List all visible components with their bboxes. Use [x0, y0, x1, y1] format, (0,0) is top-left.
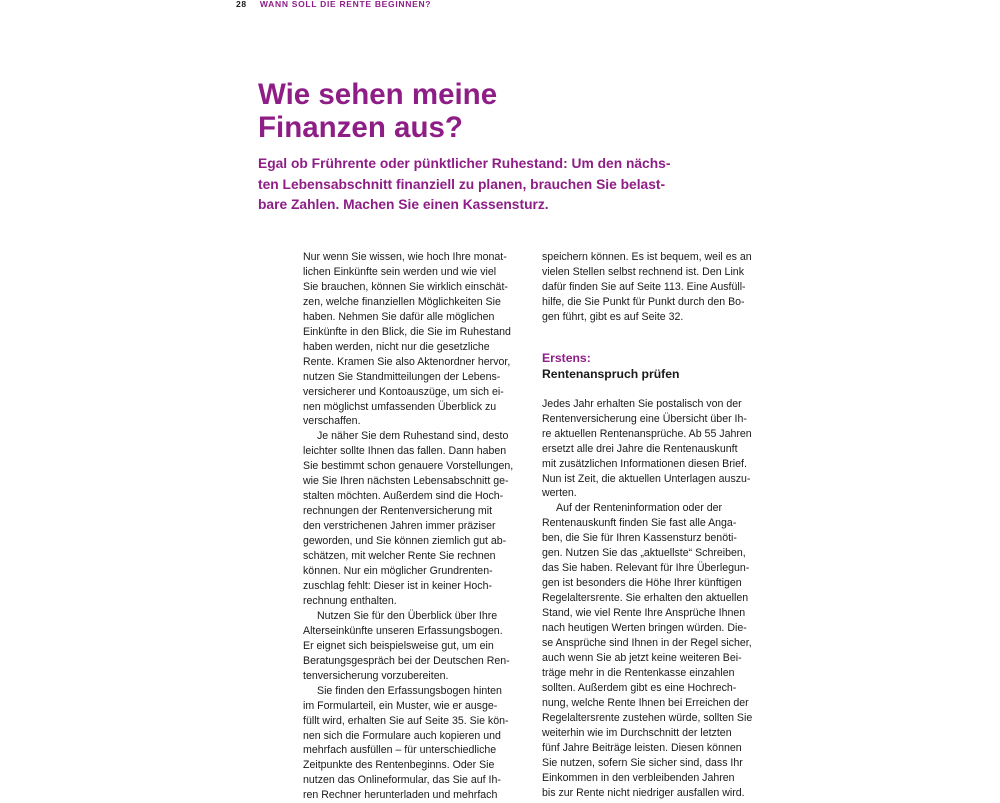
section-title: WANN SOLL DIE RENTE BEGINNEN? [259, 0, 432, 9]
body-paragraph: Auf der Renteninformation oder der Rentenauskunft finden Sie fast alle Anga- ben, die Sie für Ihren Kassensturz benöti- gen. Nutzen Sie das „aktuellste“ Schreiben, das Sie haben. Relevant für Ihre Überlegun- gen ist besonders die Höhe Ihrer künftigen Regelaltersrente. Sie erhalten den aktuellen Stand, wie viel Rente Ihre Ansprüche Ihnen nach heutigen Werten bringen würden. Die- se Ansprüche sind Ihnen in der Regel sicher, auch wenn Sie ab jetzt keine weiteren Bei- träge mehr in die Rentenkasse einzahlen sollten. Außerdem gibt es eine Hochrech- nung, welche Rente Ihnen bei Erreichen der Regelaltersrente zustehen würde, sollten Sie weiterhin wie im Durchschnitt der letzten fünf Jahre Beiträge leisten. Diesen können Sie nutzen, sofern Sie sicher sind, dass Ihr Einkommen in den verbleibenden Jahren bis zur Rente nicht niedriger ausfallen wird. [542, 502, 753, 799]
body-paragraph: Je näher Sie dem Ruhestand sind, desto leichter sollte Ihnen das fallen. Dann haben Sie bestimmt schon genauere Vorstellungen, wie Sie Ihren nächsten Lebensabschnitt ge- stalten möchten. Außerdem sind die Hoch- rechnungen der Rentenversicherung mit den verstrichenen Jahren immer präziser geworden, und Sie können ziemlich gut ab- schätzen, mit welcher Rente Sie rechnen können. Nur ein möglicher Grundrenten- zuschlag fehlt: Dieser ist in keiner Hoch- rechnung enthalten. [303, 430, 514, 607]
right-column [542, 250, 772, 801]
subheading-accent: Erstens: [542, 350, 591, 365]
body-paragraph: Jedes Jahr erhalten Sie postalisch von der Rentenversicherung eine Übersicht über Ih- re aktuellen Rentenansprüche. Ab 55 Jahren ersetzt alle drei Jahre die Rentenauskunft mit zusätzlichen Informationen diesen Brief. Nun ist Zeit, die aktuellen Unterlagen auszu- werten. [542, 397, 752, 500]
body-paragraph: Nutzen Sie für den Überblick über Ihre Alterseinkünfte unseren Erfassungsbogen. Er eignet sich beispielsweise gut, um ein Beratungsgespräch bei der Deutschen Ren- tenversicherung vorzubereiten. [303, 609, 510, 682]
running-header [236, 0, 431, 10]
page-title: Wie sehen meine Finanzen aus? [258, 78, 498, 144]
left-column [303, 250, 533, 803]
lead-paragraph: Egal ob Frührente oder pünktlicher Ruhestand: Um den nächs- ten Lebensabschnitt finanziell zu planen, brauchen Sie belast- bare Zahlen. Machen Sie einen Kassensturz. [258, 156, 671, 212]
body-paragraph: Sie finden den Erfassungsbogen hinten im Formularteil, ein Muster, wie er ausge- füllt wird, erhalten Sie auf Seite 35. Sie kön- nen sich die Formulare auch kopieren und mehrfach ausfüllen – für unterschiedliche Zeitpunkte des Rentenbeginns. Oder Sie nutzen das Onlineformular, das Sie auf Ih- ren Rechner herunterladen und mehrfach [303, 684, 509, 802]
body-paragraph: Nur wenn Sie wissen, wie hoch Ihre monat- lichen Einkünfte sein werden und wie viel Sie brauchen, können Sie wirklich einschät- zen, welche finanziellen Möglichkeiten Sie haben. Nehmen Sie dafür alle möglichen Einkünfte in den Blick, die Sie im Ruhestand haben werden, nicht nur die gesetzliche Rente. Kramen Sie also Aktenordner hervor, nutzen Sie Standmitteilungen der Lebens- versicherer und Kontoauszüge, um sich ei- nen möglichst umfassenden Überblick zu verschaffen. [303, 251, 511, 428]
page-number: 28 [236, 0, 247, 9]
body-paragraph: speichern können. Es ist bequem, weil es an vielen Stellen selbst rechnend ist. Den Link dafür finden Sie auf Seite 113. Eine Ausfüll- hilfe, die Sie Punkt für Punkt durch den Bo- gen führt, gibt es auf Seite 32. [542, 251, 752, 323]
subheading: Rentenanspruch prüfen [542, 366, 680, 381]
